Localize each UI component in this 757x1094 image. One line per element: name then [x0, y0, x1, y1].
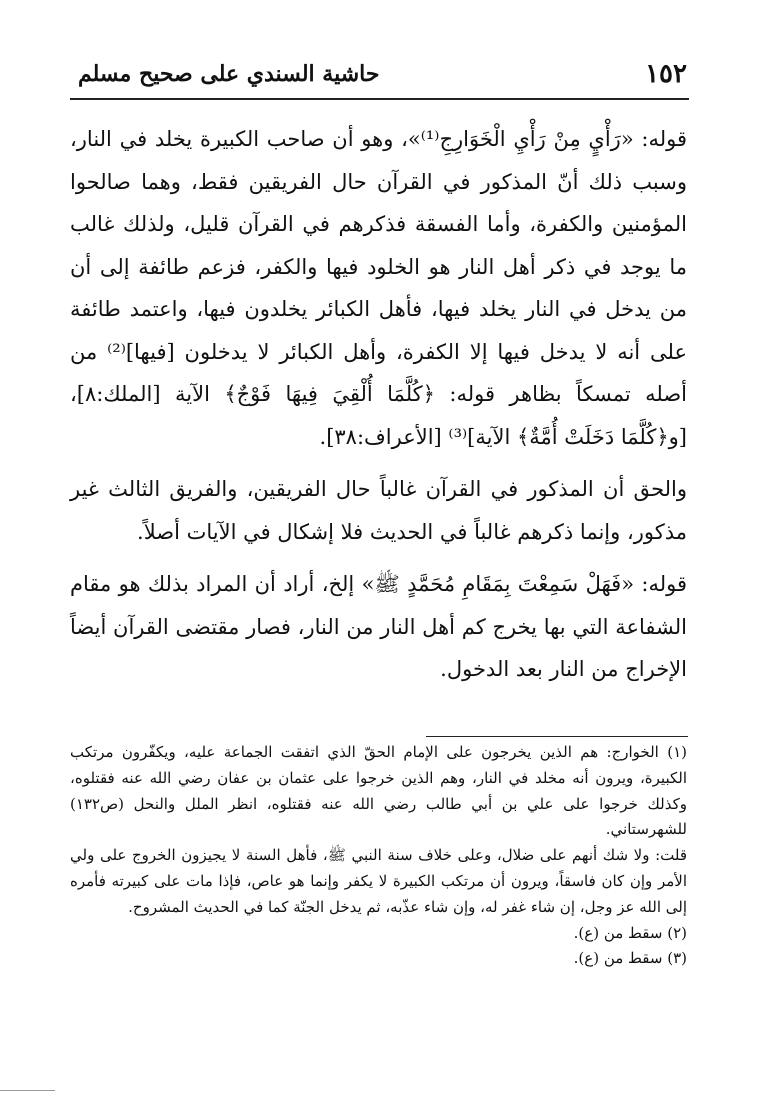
main-text	[70, 118, 687, 691]
page-number: ١٥٢	[645, 59, 687, 89]
footnote-1-continued	[70, 843, 687, 920]
footnote-label: (٢)	[667, 923, 687, 942]
footnotes	[70, 740, 687, 972]
footnote-label: (٣)	[667, 949, 687, 968]
page-header	[78, 52, 687, 96]
running-title: حاشية السندي على صحيح مسلم	[78, 61, 380, 87]
footnote-1	[70, 740, 687, 843]
footnote-2	[70, 921, 687, 947]
paragraph-maqam: قوله: «فَهَلْ سَمِعْتَ بِمَقَامِ مُحَمَّدٍ ﷺ» إلخ، أراد أن المراد بذلك هو مقام الشفاعة التي بها يخرج كم أهل النار من النار، فصار مقتضى القرآن أيضاً الإخراج من النار بعد الدخول.	[70, 572, 687, 681]
footnote-text: سقط من (ع).	[573, 949, 663, 968]
header-divider	[70, 98, 689, 100]
paragraph-khawarij: قوله: «رَأْيٍ مِنْ رَأْيِ الْخَوَارِجِ⁽¹⁾»، وهو أن صاحب الكبيرة يخلد في النار، وسبب ذلك أنّ المذكور في القرآن حال الفريقين فقط، وهما صالحوا المؤمنين والكفرة، وأما الفسقة فذكرهم في القرآن قليل، ولذلك غالب ما يوجد في ذكر أهل النار هو الخلود فيها والكفر، فزعم طائفة إلى أن من يدخل في النار يخلد فيها، فأهل الكبائر يخلدون فيها، واعتمد طائفة على أنه لا يدخل فيها إلا الكفرة، وأهل الكبائر لا يدخلون [فيها]⁽²⁾ من أصله تمسكاً بظاهر قوله: ﴿كُلَّمَا أُلْقِيَ فِيهَا فَوْجٌ﴾ الآية [الملك:٨]، [و﴿كُلَّمَا دَخَلَتْ أُمَّةٌ﴾ الآية]⁽³⁾ [الأعراف:٣٨].	[70, 127, 688, 449]
footnote-3	[70, 946, 687, 972]
footnote-text: سقط من (ع).	[573, 923, 663, 942]
paragraph-truth: والحق أن المذكور في القرآن غالباً حال الفريقين، والفريق الثالث غير مذكور، وإنما ذكرهم غالباً في الحديث فلا إشكال في الآيات أصلاً.	[70, 477, 687, 544]
scan-edge-mark	[0, 1090, 55, 1091]
footnote-text: قلت: ولا شك أنهم على ضلال، وعلى خلاف سنة النبي ﷺ، فأهل السنة لا يجيزون الخروج على ولي الأمر وإن كان فاسقاً، ويرون أن مرتكب الكبيرة لا يكفر وإنما هو عاص، فإذا مات على كبيرته فأمره إلى الله عز وجل، إن شاء غفر له، وإن شاء عذّبه، ثم يدخل الجنّة كما في الحديث المشروح.	[70, 846, 687, 916]
footnote-text: الخوارج: هم الذين يخرجون على الإمام الحقّ الذي اتفقت الجماعة عليه، ويكفّرون مرتكب الكبيرة، ويرون أنه مخلد في النار، وهم الذين خرجوا على عثمان بن عفان رضي الله عنه فقتلوه، وكذلك خرجوا على علي بن أبي طالب رضي الله عنه فقتلوه، انظر الملل والنحل (ص١٣٢) للشهرستاني.	[70, 743, 687, 839]
footnote-label: (١)	[667, 743, 687, 761]
footnote-divider	[426, 736, 688, 737]
